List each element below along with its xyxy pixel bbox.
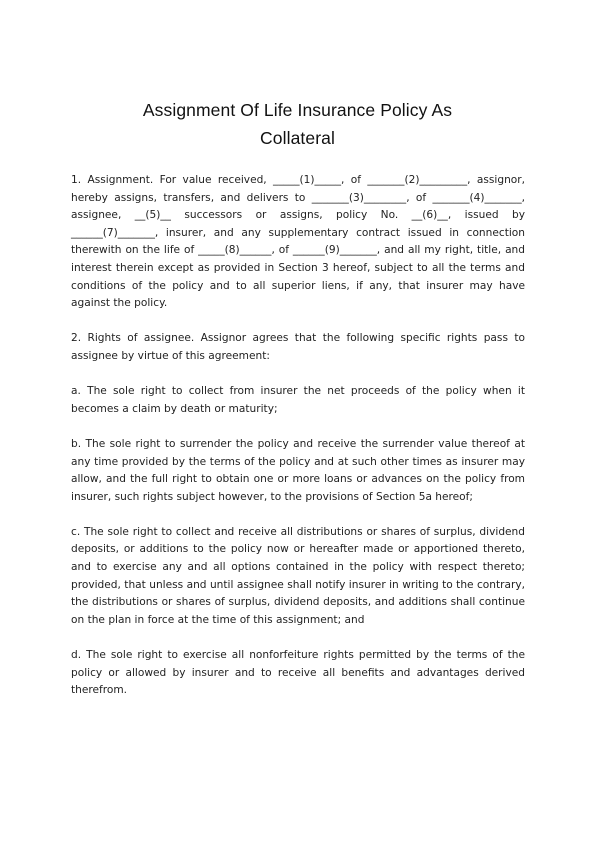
paragraph-2-rights-of-assignee: 2. Rights of assignee. Assignor agrees that the following specific rights pass to assignee by virtue of this agreement: (71, 332, 525, 362)
document-title-line-2: Collateral (260, 128, 335, 148)
paragraph-2a-collect-proceeds: a. The sole right to collect from insurer the net proceeds of the policy when it becomes a claim by death or maturity; (71, 385, 525, 415)
paragraph-2c-distributions: c. The sole right to collect and receive all distributions or shares of surplus, dividend deposits, or additions to the policy now or hereafter made or apportioned thereto, and to exercise any and all options contained in the policy with respect thereto; provided, that unless and until assignee shall notify insurer in writing to the contrary, the distributions or shares of surplus, dividend deposits, and additions shall continue on the plan in force at the time of this assignment; and (71, 525, 525, 626)
document-title-line-1: Assignment Of Life Insurance Policy As (142, 100, 453, 120)
paragraph-2b-surrender-right: b. The sole right to surrender the policy and receive the surrender value thereof at any time provided by the terms of the policy and at such other times as insurer may allow, and the full right to obtain one or more loans or advances on the policy from insurer, such rights subject however, to the provisions of Section 5a hereof; (71, 437, 525, 503)
paragraph-1-assignment: 1. Assignment. For value received, _____(1)_____, of _______(2)_________, assignor, hereby assigns, transfers, and delivers to _______(3)________, of _______(4)_______, assignee, __(5)__ successors or assigns, policy No. __(6)__, issued by ______(7)_______, insurer, and any supplementary contract issued in connection therewith on the life of _____(8)______, of ______(9)_______, and all my right, title, and interest therein except as provided in Section 3 hereof, subject to all the terms and conditions of the policy and to all superior liens, if any, that insurer may have against the policy. (71, 174, 525, 310)
document-body (71, 172, 525, 717)
document-title (70, 96, 525, 152)
paragraph-2d-nonforfeiture: d. The sole right to exercise all nonforfeiture rights permitted by the terms of the policy or allowed by insurer and to receive all benefits and advantages derived therefrom. (71, 649, 525, 697)
